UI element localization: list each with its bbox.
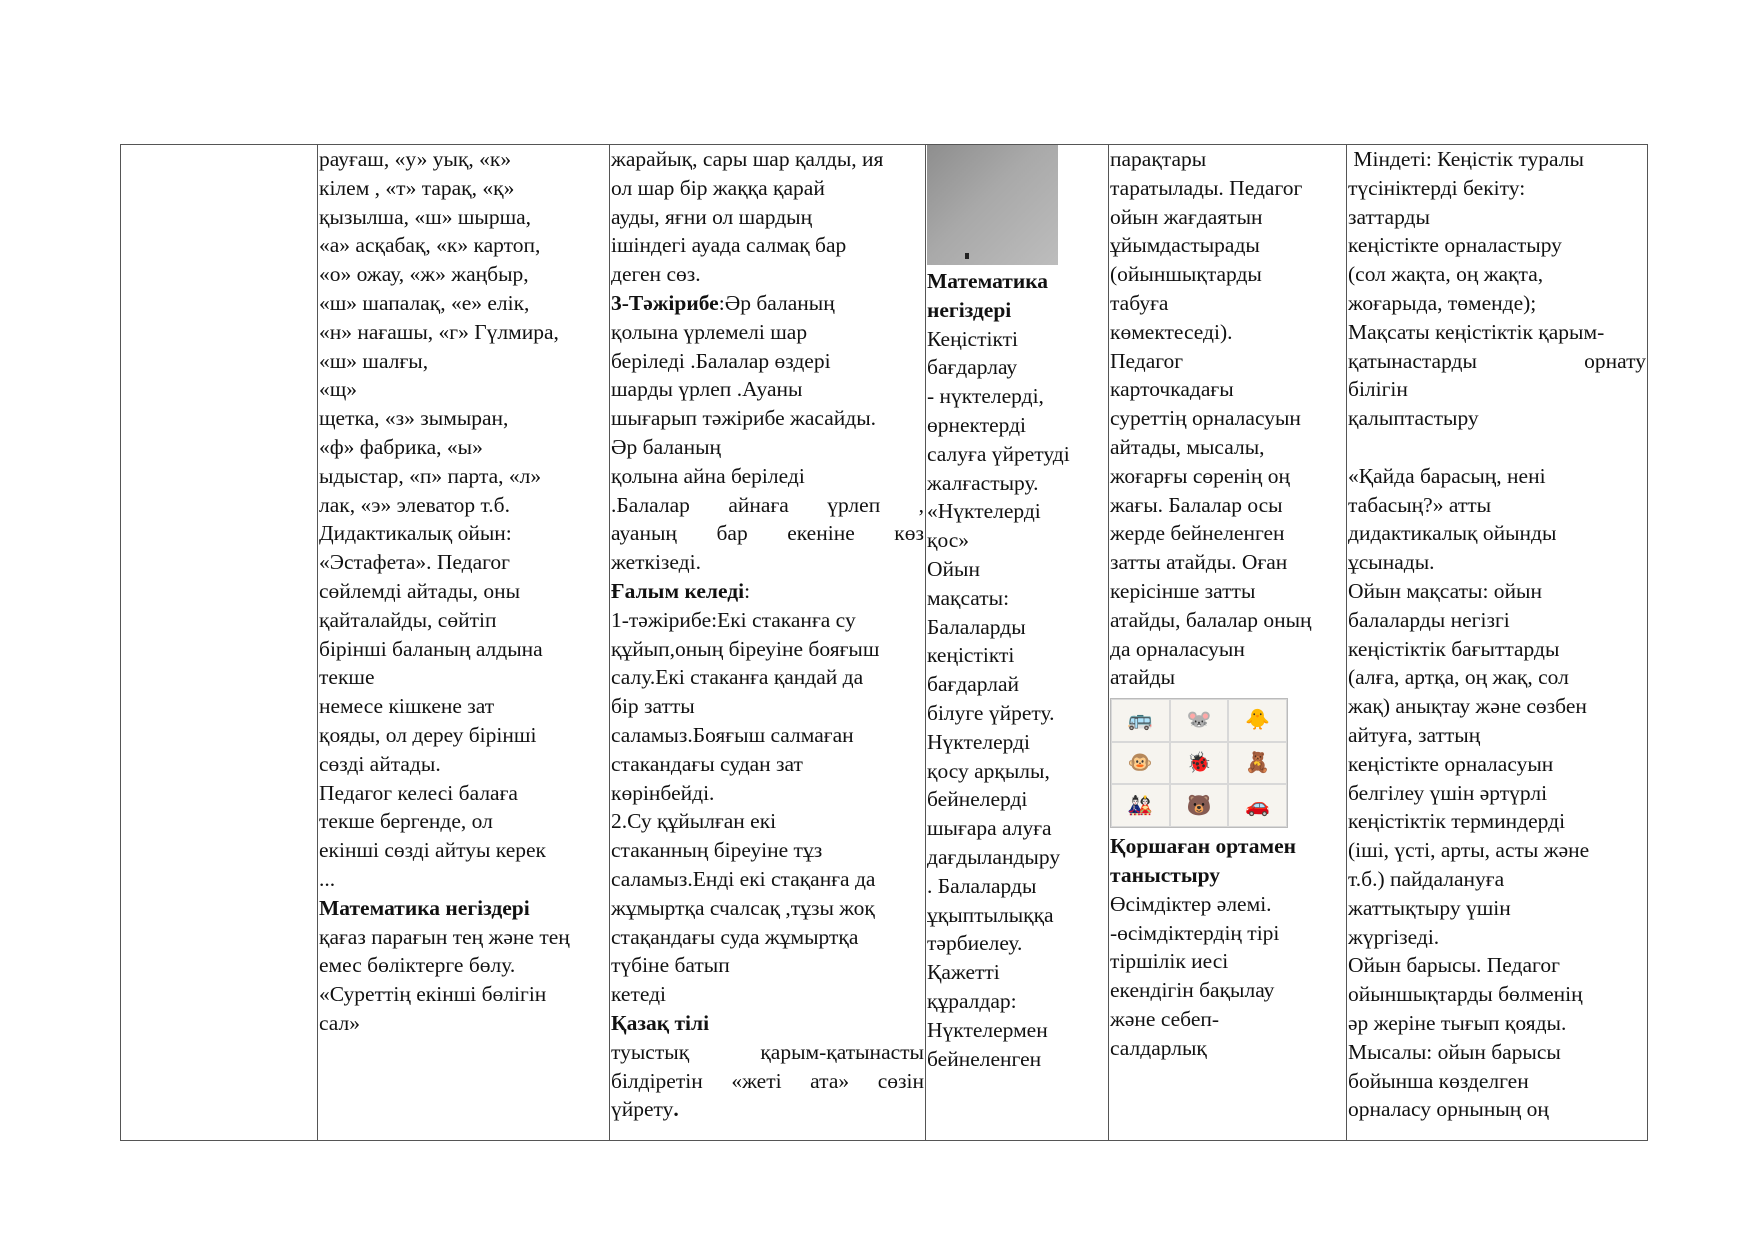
environment-title: Қоршаған ортамен <box>1110 834 1297 859</box>
text-line: бір затты <box>611 694 695 719</box>
text-line: «а» асқабақ, «к» картоп, <box>319 233 541 258</box>
text-line: Ойын <box>927 556 980 581</box>
text-line: жерде бейнеленген <box>1110 521 1285 546</box>
text-line: стакандағы судан зат <box>611 751 803 776</box>
text-line: білігін <box>1348 377 1408 402</box>
text-line: қос» <box>927 528 970 553</box>
text-line: «Эстафета». Педагог <box>319 550 510 575</box>
text-line: Ойын барысы. Педагог <box>1348 953 1560 978</box>
text-line: табасың?» атты <box>1348 492 1492 517</box>
toy-icon: 🧸 <box>1228 742 1287 785</box>
text-line: қайталайды, сөйтіп <box>319 607 497 632</box>
lesson-plan-table <box>120 144 1648 1141</box>
text-line: табуға <box>1110 290 1169 315</box>
kazakh-lang-title: Қазақ тілі <box>611 1010 710 1035</box>
text-line: бойынша көзделген <box>1348 1068 1529 1093</box>
text-line: (іші, үсті, арты, асты және <box>1348 838 1590 863</box>
text-line: ұйымдастырады <box>1110 233 1260 258</box>
toy-icon: 🐵 <box>1111 742 1170 785</box>
text-line: затты атайды. Оған <box>1110 550 1288 575</box>
text-line: әр жеріне тығып қояды. <box>1348 1010 1567 1035</box>
empty-cell <box>121 145 318 1141</box>
text-line: заттарды <box>1348 204 1430 229</box>
text-line: көмектеседі). <box>1110 319 1233 344</box>
text-line: «о» ожау, «ж» жаңбыр, <box>319 262 529 287</box>
text-line: екінші сөзді айтуы керек <box>319 838 546 863</box>
text-line: атайды <box>1110 665 1176 690</box>
cell-col6 <box>1347 145 1648 1141</box>
text-line: Педагог <box>1110 348 1184 373</box>
text-line: мақсаты: <box>927 585 1010 610</box>
text-line: салдарлық <box>1110 1035 1207 1060</box>
text-line: «Суреттің екінші бөлігін <box>319 982 547 1007</box>
text-line: саламыз.Бояғыш салмаған <box>611 722 854 747</box>
toy-icon: 🚌 <box>1111 699 1170 742</box>
text-line: рауғаш, «у» уық, «к» <box>319 147 512 171</box>
text-line: щетка, «з» зымыран, <box>319 406 509 431</box>
toy-icon: 🐻 <box>1170 784 1229 827</box>
text-line: шарды үрлеп .Ауаны <box>611 377 803 402</box>
scientist-title: Ғалым келеді <box>611 578 745 603</box>
text-line: лак, «э» элеватор т.б. <box>319 492 510 517</box>
text-line: ішіндегі ауада салмақ бар <box>611 233 847 258</box>
text-line: қатынастарды орнату <box>1348 348 1646 373</box>
text-line: шығара алуға <box>927 816 1052 841</box>
text-line: қызылша, «ш» шырша, <box>319 204 532 229</box>
text-line: кеңістікте орналастыру <box>1348 233 1562 258</box>
text-line: ұқыптылыққа <box>927 902 1054 927</box>
text-line: т.б.) пайдалануға <box>1348 866 1505 891</box>
text-line: 1-тәжірибе:Екі стаканға су <box>611 607 856 632</box>
text-line: сөзді айтады. <box>319 751 441 776</box>
text-line <box>611 1095 924 1124</box>
text-line: -өсімдіктердің тірі <box>1110 920 1280 945</box>
text-line: және себеп- <box>1110 1006 1220 1031</box>
text-line: карточкадағы <box>1110 377 1234 402</box>
text-line: немесе кішкене зат <box>319 694 495 719</box>
text-line: шығарып тәжірибе жасайды. <box>611 406 877 431</box>
text-line: қосу арқылы, <box>927 758 1050 783</box>
text-line: жоғарғы сөренің оң <box>1110 463 1291 488</box>
text-line: түсініктерді бекіту: <box>1348 175 1526 200</box>
text-line: бейнелерді <box>927 787 1028 812</box>
text-line: сөйлемді айтады, оны <box>319 578 521 603</box>
math-title: негіздері <box>927 297 1012 322</box>
text-line: құралдар: <box>927 988 1017 1013</box>
text-line: «Нүктелерді <box>927 499 1041 524</box>
text-line: «щ» <box>319 377 358 402</box>
text-line: Мақсаты кеңістіктік қарым- <box>1348 319 1605 344</box>
text-line: Балаларды <box>927 614 1026 639</box>
text-line: жалғастыру. <box>927 470 1039 495</box>
cell-col5 <box>1109 145 1347 1141</box>
text-line: өрнектерді <box>927 412 1027 437</box>
text-fragment: . <box>673 1097 679 1122</box>
text-line <box>611 289 924 318</box>
text-line: Міндеті: Кеңістік туралы <box>1348 147 1584 171</box>
text-line: бейнеленген <box>927 1046 1042 1071</box>
text-line: таратылады. Педагог <box>1110 175 1303 200</box>
cell-col4 <box>926 145 1109 1141</box>
blank-line <box>1348 433 1646 462</box>
text-line: ұсынады. <box>1348 550 1435 575</box>
text-line: деген сөз. <box>611 262 701 287</box>
text-line: бағдарлай <box>927 672 1020 697</box>
text-line: кеңістікті <box>927 643 1015 668</box>
text-line: екендігін бақылау <box>1110 978 1275 1003</box>
toy-shelf-picture <box>1110 698 1288 828</box>
text-line: жүргізеді. <box>1348 924 1440 949</box>
text-line: орналасу орнының оң <box>1348 1097 1549 1122</box>
experiment-3-title: 3-Тәжірибе <box>611 290 719 315</box>
text-line: балаларды негізгі <box>1348 607 1510 632</box>
text-line: . Балаларды <box>927 873 1037 898</box>
text-line: құйып,оның біреуіне бояғыш <box>611 636 880 661</box>
text-line: жеткізеді. <box>611 550 701 575</box>
text-line: «ф» фабрика, «ы» <box>319 434 483 459</box>
text-line: керісінше затты <box>1110 578 1256 603</box>
text-fragment: : <box>744 578 751 603</box>
text-line: - нүктелерді, <box>927 384 1044 409</box>
text-line: Кеңістікті <box>927 326 1018 351</box>
text-line: бағдарлау <box>927 355 1018 380</box>
table-row <box>121 145 1648 1141</box>
text-line: қояды, ол дереу бірінші <box>319 722 537 747</box>
text-line: туыстық қарым-қатынасты <box>611 1039 924 1064</box>
text-line: қағаз парағын тең және тең <box>319 924 570 949</box>
text-line: қолына айна беріледі <box>611 463 805 488</box>
text-line: Нүктелерді <box>927 729 1031 754</box>
text-line: ол шар бір жаққа қарай <box>611 175 825 200</box>
text-line: атайды, балалар оның <box>1110 607 1312 632</box>
text-line: ыдыстар, «п» парта, «л» <box>319 463 542 488</box>
toy-icon: 🐭 <box>1170 699 1229 742</box>
text-line: «ш» шалғы, <box>319 348 429 373</box>
text-line: жоғарыда, төменде); <box>1348 290 1537 315</box>
text-line: кеңістіктік бағыттарды <box>1348 636 1560 661</box>
text-line: Дидактикалық ойын: <box>319 521 512 546</box>
text-line: «Қайда барасың, нені <box>1348 463 1546 488</box>
text-line: стаканның біреуіне тұз <box>611 838 823 863</box>
text-line: білуге үйрету. <box>927 700 1055 725</box>
section-title: Математика негіздері <box>319 895 530 920</box>
text-line: (ойыншықтарды <box>1110 262 1262 287</box>
text-line: ойын жағдаятын <box>1110 204 1263 229</box>
text-line: парақтары <box>1110 147 1207 171</box>
text-line: суреттің орналасуын <box>1110 406 1301 431</box>
text-line: жаттықтыру үшін <box>1348 895 1511 920</box>
text-line: белгілеу үшін әртүрлі <box>1348 780 1548 805</box>
text-line: дидактикалық ойынды <box>1348 521 1557 546</box>
text-line: тіршілік иесі <box>1110 949 1229 974</box>
text-line: бірінші баланың алдына <box>319 636 543 661</box>
text-line: «ш» шапалақ, «е» елік, <box>319 290 530 315</box>
text-line <box>611 577 924 606</box>
text-line: Әр баланың <box>611 434 722 459</box>
text-line: кетеді <box>611 982 667 1007</box>
text-line: ауаның бар екеніне көз <box>611 521 924 546</box>
text-line: беріледі .Балалар өздері <box>611 348 831 373</box>
text-line: да орналасуын <box>1110 636 1245 661</box>
text-line: 2.Су құйылған екі <box>611 809 777 834</box>
text-line: салуға үйретуді <box>927 441 1070 466</box>
toy-icon: 🎎 <box>1111 784 1170 827</box>
text-line: саламыз.Енді екі стақанға да <box>611 866 876 891</box>
text-line: Өсімдіктер әлемі. <box>1110 891 1272 916</box>
text-line: Педагог келесі балаға <box>319 780 518 805</box>
environment-title: таныстыру <box>1110 862 1221 887</box>
text-line: кілем , «т» тарақ, «қ» <box>319 175 515 200</box>
text-line: кеңістікте орналасуын <box>1348 751 1554 776</box>
text-fragment: үйрету <box>611 1097 674 1122</box>
text-line: Ойын мақсаты: ойын <box>1348 578 1542 603</box>
text-line: жағы. Балалар осы <box>1110 492 1283 517</box>
text-line: кеңістіктік терминдерді <box>1348 809 1566 834</box>
text-line: жұмыртқа счалсақ ,тұзы жоқ <box>611 895 875 920</box>
text-line: Мысалы: ойын барысы <box>1348 1039 1561 1064</box>
text-line: ойыншықтарды бөлменің <box>1348 982 1583 1007</box>
text-line: Қажетті <box>927 960 1000 985</box>
text-line: түбіне батып <box>611 953 730 978</box>
text-line: білдіретін «жеті ата» сөзін <box>611 1068 924 1093</box>
text-line: сал» <box>319 1010 361 1035</box>
cell-col2 <box>318 145 610 1141</box>
text-line: ауды, яғни ол шардың <box>611 204 813 229</box>
text-line: айтуға, заттың <box>1348 722 1481 747</box>
text-line: Нүктелермен <box>927 1017 1048 1042</box>
text-line: текше <box>319 665 375 690</box>
text-fragment: :Әр баланың <box>718 290 835 315</box>
text-line: (алға, артқа, оң жақ, сол <box>1348 665 1569 690</box>
math-title: Математика <box>927 269 1049 293</box>
toy-icon: 🚗 <box>1228 784 1287 827</box>
text-line: жарайық, сары шар қалды, ия <box>611 147 884 171</box>
text-line: .Балалар айнаға үрлеп , <box>611 492 924 517</box>
text-line: дағдыландыру <box>927 844 1061 869</box>
text-line: көрінбейді. <box>611 780 715 805</box>
text-line: тәрбиелеу. <box>927 931 1023 956</box>
toy-icon: 🐥 <box>1228 699 1287 742</box>
dot-picture-image <box>927 145 1058 265</box>
text-line: (сол жақта, оң жақта, <box>1348 262 1544 287</box>
text-line: стақандағы суда жұмыртқа <box>611 924 859 949</box>
text-line: ... <box>319 866 336 891</box>
text-line: айтады, мысалы, <box>1110 434 1265 459</box>
text-line: жақ) анықтау және сөзбен <box>1348 694 1587 719</box>
text-line: қалыптастыру <box>1348 406 1479 431</box>
cell-col3 <box>610 145 926 1141</box>
text-line: салу.Екі стаканға қандай да <box>611 665 864 690</box>
text-line: қолына үрлемелі шар <box>611 319 808 344</box>
text-line: «н» нағашы, «г» Гүлмира, <box>319 319 559 344</box>
toy-icon: 🐞 <box>1170 742 1229 785</box>
text-line: емес бөліктерге бөлу. <box>319 953 516 978</box>
text-line: текше бергенде, ол <box>319 809 493 834</box>
